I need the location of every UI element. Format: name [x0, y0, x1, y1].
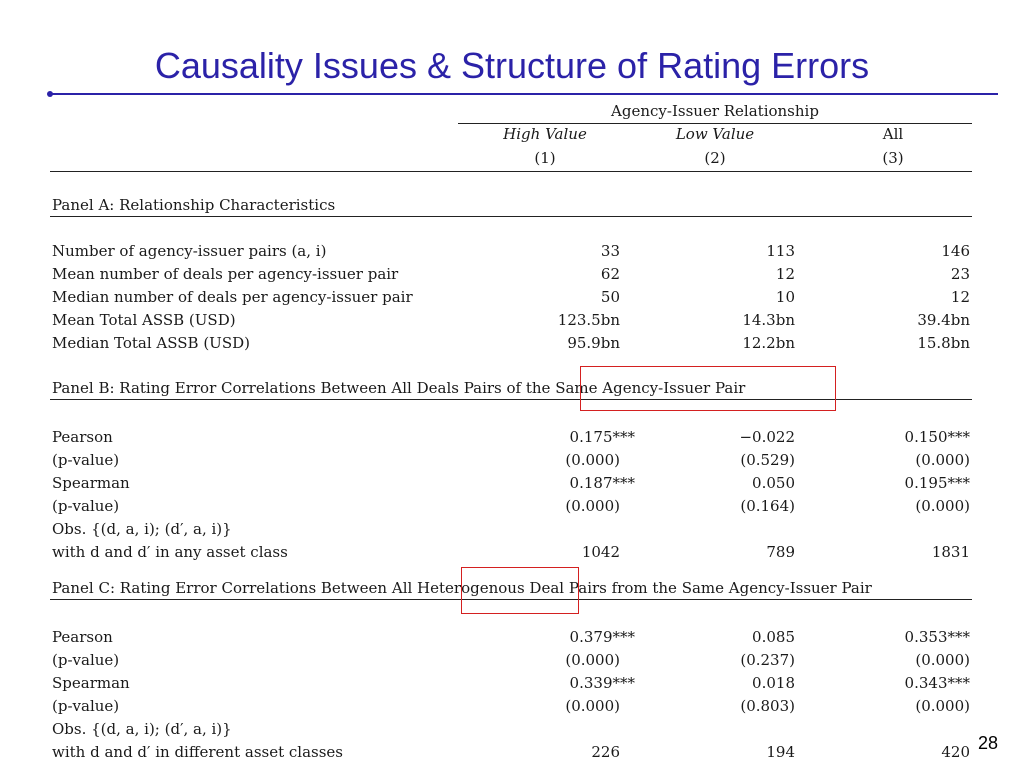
panel-b-cell: −0.022 [739, 428, 795, 446]
panel-a-cell: 15.8bn [917, 334, 970, 352]
panel-c-cell: 0.343*** [904, 674, 970, 692]
col-num-1: (1) [534, 149, 556, 167]
panel-b-row-label: (p-value) [52, 497, 120, 515]
panel-c-row-label: Spearman [52, 674, 130, 692]
panel-c-row-label: Pearson [52, 628, 113, 646]
panel-b-cell: 789 [766, 543, 795, 561]
panel-b-cell: 0.175*** [569, 428, 635, 446]
panel-a-cell: 146 [941, 242, 970, 260]
panel-b-row-label: Spearman [52, 474, 130, 492]
panel-a-cell: 33 [600, 242, 620, 260]
panel-a-cell: 123.5bn [557, 311, 620, 329]
panel-b-cell: (0.000) [565, 451, 620, 469]
panel-b-cell: (0.529) [740, 451, 795, 469]
panel-c-cell: (0.000) [915, 697, 970, 715]
panel-c-cell: 0.018 [752, 674, 795, 692]
highlight-box-heterogenous [461, 567, 579, 614]
panel-a-cell: 62 [600, 265, 620, 283]
panel-a-cell: 10 [775, 288, 795, 306]
title-divider [50, 93, 998, 95]
panel-a-title: Panel A: Relationship Characteristics [52, 196, 336, 214]
panel-a-rule [50, 216, 972, 217]
panel-b-title: Panel B: Rating Error Correlations Between All Deals Pairs of the Same Agency-Issuer Pair [52, 379, 746, 397]
panel-a-cell: 12 [950, 288, 970, 306]
panel-c-cell: 0.085 [752, 628, 795, 646]
panel-a-row-label: Median number of deals per agency-issuer pair [52, 288, 413, 306]
panel-a-row-label: Number of agency-issuer pairs (a, i) [52, 242, 327, 260]
col-header-1: High Value [503, 125, 587, 143]
panel-c-row-label: Obs. {(d, a, i); (d′, a, i)} [52, 720, 232, 738]
panel-a-cell: 39.4bn [917, 311, 970, 329]
panel-a-cell: 113 [766, 242, 795, 260]
panel-b-cell: 0.187*** [569, 474, 635, 492]
panel-c-row-label: with d and d′ in different asset classes [52, 743, 343, 761]
panel-c-cell: 0.353*** [904, 628, 970, 646]
panel-b-row-label: with d and d′ in any asset class [52, 543, 288, 561]
panel-c-cell: 226 [591, 743, 620, 761]
panel-a-cell: 23 [950, 265, 970, 283]
panel-b-cell: (0.000) [915, 451, 970, 469]
panel-c-cell: (0.803) [740, 697, 795, 715]
panel-a-cell: 95.9bn [567, 334, 620, 352]
panel-c-cell: 194 [766, 743, 795, 761]
panel-c-cell: (0.237) [740, 651, 795, 669]
panel-a-cell: 12 [775, 265, 795, 283]
panel-c-cell: 420 [941, 743, 970, 761]
panel-b-cell: 1831 [931, 543, 970, 561]
highlight-box-agency-issuer-pair [580, 366, 836, 411]
panel-b-cell: (0.000) [565, 497, 620, 515]
panel-a-cell: 50 [600, 288, 620, 306]
panel-c-title: Panel C: Rating Error Correlations Between All Heterogenous Deal Pairs from the Same Agency-Issuer Pair [52, 579, 872, 597]
panel-a-cell: 14.3bn [742, 311, 795, 329]
panel-c-cell: (0.000) [565, 697, 620, 715]
panel-a-row-label: Mean number of deals per agency-issuer pair [52, 265, 399, 283]
slide-title: Causality Issues & Structure of Rating Errors [154, 45, 870, 86]
panel-b-cell: 1042 [581, 543, 620, 561]
panel-a-row-label: Mean Total ASSB (USD) [52, 311, 236, 329]
page-number: 28 [977, 733, 998, 753]
col-header-2: Low Value [675, 125, 755, 143]
col-num-2: (2) [704, 149, 726, 167]
panel-c-row-label: (p-value) [52, 697, 120, 715]
col-num-3: (3) [882, 149, 904, 167]
panel-c-cell: (0.000) [915, 651, 970, 669]
panel-a-cell: 12.2bn [742, 334, 795, 352]
col-header-3: All [882, 125, 904, 143]
panel-c-row-label: (p-value) [52, 651, 120, 669]
panel-b-row-label: Pearson [52, 428, 113, 446]
panel-c-cell: 0.379*** [569, 628, 635, 646]
group-header: Agency-Issuer Relationship [611, 102, 819, 120]
panel-b-cell: (0.000) [915, 497, 970, 515]
panel-c-cell: (0.000) [565, 651, 620, 669]
header-bottom-rule [50, 171, 972, 172]
panel-b-cell: 0.050 [752, 474, 795, 492]
panel-b-cell: (0.164) [740, 497, 795, 515]
panel-b-cell: 0.150*** [904, 428, 970, 446]
panel-a-row-label: Median Total ASSB (USD) [52, 334, 250, 352]
panel-b-row-label: (p-value) [52, 451, 120, 469]
panel-b-row-label: Obs. {(d, a, i); (d′, a, i)} [52, 520, 232, 538]
panel-c-cell: 0.339*** [569, 674, 635, 692]
panel-b-cell: 0.195*** [904, 474, 970, 492]
